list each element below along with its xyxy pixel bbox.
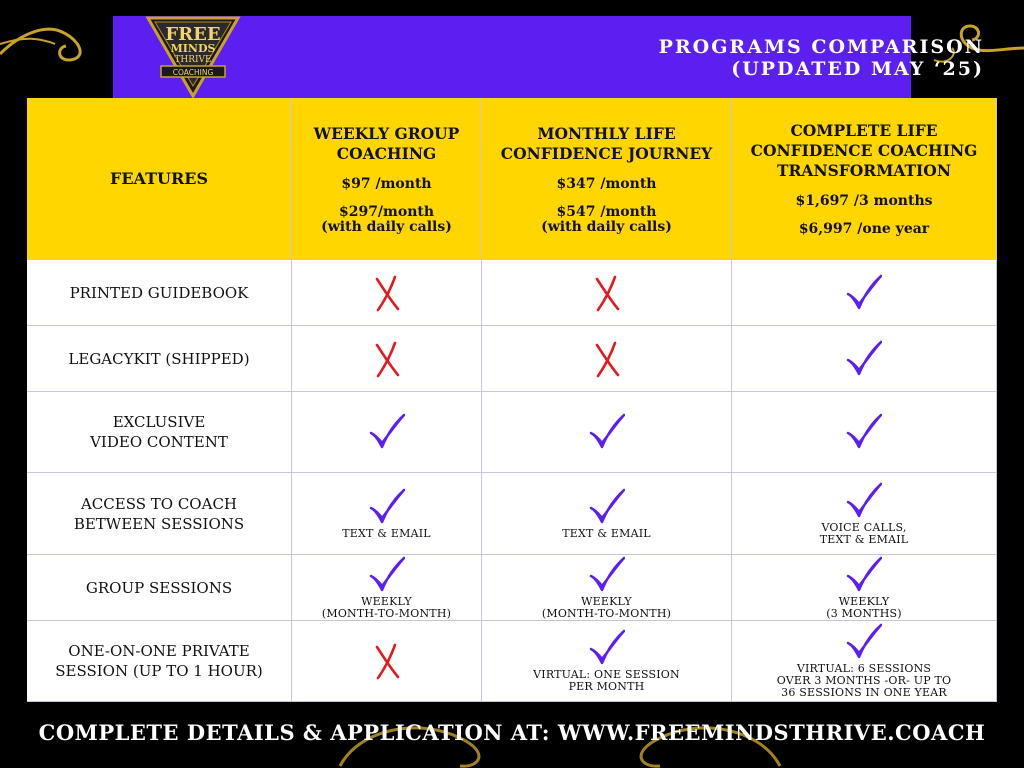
program-title-line: MONTHLY LIFE bbox=[537, 123, 676, 143]
program-price-alt: $6,997 /one year bbox=[798, 220, 930, 237]
feature-cell-row-1 bbox=[27, 260, 292, 326]
feature-label-line: EXCLUSIVE bbox=[112, 413, 206, 431]
feature-value-cell bbox=[482, 473, 732, 555]
feature-value-cell bbox=[482, 326, 732, 392]
feature-value-cell bbox=[482, 392, 732, 473]
feature-value-caption-line: (3 MONTHS) bbox=[826, 606, 902, 620]
feature-label-line: PRINTED GUIDEBOOK bbox=[69, 283, 249, 302]
feature-label bbox=[76, 578, 242, 598]
checkmark-icon bbox=[369, 556, 405, 594]
feature-value-cell bbox=[732, 326, 997, 392]
feature-label bbox=[80, 412, 238, 452]
gold-swirl-ornament-left bbox=[0, 14, 100, 70]
checkmark-icon bbox=[846, 482, 882, 520]
feature-value-cell bbox=[292, 621, 482, 702]
program-price-note: (with daily calls) bbox=[541, 218, 672, 235]
program-title-line: TRANSFORMATION bbox=[777, 160, 951, 180]
checkmark-icon bbox=[589, 629, 625, 667]
program-title-line: WEEKLY GROUP bbox=[313, 123, 460, 143]
cross-icon bbox=[369, 642, 405, 680]
feature-value-caption bbox=[342, 528, 431, 540]
feature-value-cell bbox=[732, 260, 997, 326]
feature-cell-row-2 bbox=[27, 326, 292, 392]
program-price: $97 /month bbox=[341, 175, 432, 192]
program-price-note: (with daily calls) bbox=[321, 218, 452, 235]
program-title-line: COACHING bbox=[336, 143, 437, 163]
program-title-line: CONFIDENCE JOURNEY bbox=[500, 143, 713, 163]
cross-icon bbox=[589, 274, 625, 312]
svg-text:COACHING: COACHING bbox=[172, 68, 214, 77]
feature-value-caption-line: WEEKLY bbox=[838, 594, 890, 608]
feature-label bbox=[64, 494, 254, 534]
feature-value-caption bbox=[533, 669, 680, 693]
feature-value-caption bbox=[777, 663, 952, 699]
feature-value-caption-line: (MONTH-TO-MONTH) bbox=[321, 606, 452, 620]
feature-label-line: ONE-ON-ONE PRIVATE bbox=[68, 642, 250, 660]
feature-cell-row-5 bbox=[27, 555, 292, 621]
brand-logo bbox=[143, 16, 243, 98]
feature-label-line: GROUP SESSIONS bbox=[85, 578, 233, 597]
feature-value-cell bbox=[482, 555, 732, 621]
feature-label-line: BETWEEN SESSIONS bbox=[73, 514, 245, 533]
feature-value-caption bbox=[322, 596, 451, 620]
feature-label bbox=[58, 349, 259, 369]
program-title-line: COMPLETE LIFE bbox=[790, 120, 938, 140]
banner-title: PROGRAMS COMPARISON bbox=[658, 36, 984, 58]
feature-cell-row-6 bbox=[27, 621, 292, 702]
checkmark-icon bbox=[589, 413, 625, 451]
program-header-2 bbox=[482, 98, 732, 260]
program-header-3 bbox=[732, 98, 997, 260]
feature-value-caption-line: TEXT & EMAIL bbox=[562, 526, 651, 540]
feature-value-caption-line: PER MONTH bbox=[568, 680, 645, 693]
feature-value-caption bbox=[542, 596, 671, 620]
feature-value-caption bbox=[820, 522, 909, 546]
program-header-1 bbox=[292, 98, 482, 260]
banner-subtitle: (UPDATED MAY ‘25) bbox=[731, 58, 984, 80]
checkmark-icon bbox=[846, 556, 882, 594]
feature-value-caption-line: WEEKLY bbox=[361, 594, 412, 608]
feature-label bbox=[45, 641, 273, 681]
feature-label-line: LEGACYKIT (SHIPPED) bbox=[68, 349, 250, 368]
feature-value-caption-line: VIRTUAL: 6 SESSIONS bbox=[796, 662, 932, 675]
program-price: $347 /month bbox=[556, 175, 657, 192]
feature-value-caption-line: TEXT & EMAIL bbox=[342, 526, 431, 540]
feature-value-caption-line: (MONTH-TO-MONTH) bbox=[541, 606, 672, 620]
checkmark-icon bbox=[846, 340, 882, 378]
checkmark-icon bbox=[369, 488, 405, 526]
program-title bbox=[501, 124, 713, 164]
svg-text:THRIVE: THRIVE bbox=[174, 55, 212, 65]
feature-value-caption-line: OVER 3 MONTHS -OR- UP TO bbox=[776, 674, 952, 687]
page-title bbox=[659, 36, 984, 80]
checkmark-icon bbox=[846, 623, 882, 661]
feature-value-cell bbox=[292, 555, 482, 621]
footer-url-text: COMPLETE DETAILS & APPLICATION AT: WWW.FREEMINDSTHRIVE.COACH bbox=[38, 720, 986, 745]
feature-label bbox=[60, 283, 259, 303]
features-header-cell bbox=[27, 98, 292, 260]
feature-value-cell bbox=[482, 621, 732, 702]
feature-value-caption-line: TEXT & EMAIL bbox=[819, 532, 909, 546]
feature-label-line: VIDEO CONTENT bbox=[90, 433, 228, 451]
checkmark-icon bbox=[369, 413, 405, 451]
cross-icon bbox=[369, 274, 405, 312]
cross-icon bbox=[589, 340, 625, 378]
feature-value-caption-line: VOICE CALLS, bbox=[821, 520, 907, 534]
feature-value-caption bbox=[562, 528, 651, 540]
cross-icon bbox=[369, 340, 405, 378]
feature-value-cell bbox=[292, 473, 482, 555]
feature-label-line: SESSION (UP TO 1 HOUR) bbox=[55, 662, 263, 680]
svg-text:MINDS: MINDS bbox=[170, 42, 216, 55]
feature-value-cell bbox=[732, 621, 997, 702]
checkmark-icon bbox=[589, 488, 625, 526]
program-price: $1,697 /3 months bbox=[795, 192, 933, 209]
feature-value-cell bbox=[482, 260, 732, 326]
feature-value-cell bbox=[732, 392, 997, 473]
feature-label-line: ACCESS TO COACH bbox=[80, 494, 237, 513]
feature-value-cell bbox=[292, 326, 482, 392]
feature-value-caption-line: 36 SESSIONS IN ONE YEAR bbox=[781, 686, 947, 699]
program-price-alt: $547 /month bbox=[556, 203, 657, 220]
feature-value-caption bbox=[826, 596, 901, 620]
checkmark-icon bbox=[589, 556, 625, 594]
features-header: FEATURES bbox=[110, 169, 208, 188]
feature-value-cell bbox=[732, 473, 997, 555]
feature-value-cell bbox=[732, 555, 997, 621]
comparison-table bbox=[27, 98, 997, 702]
feature-value-cell bbox=[292, 260, 482, 326]
feature-cell-row-3 bbox=[27, 392, 292, 473]
program-price-alt: $297/month bbox=[338, 203, 435, 220]
feature-value-caption-line: WEEKLY bbox=[581, 594, 632, 608]
program-title bbox=[751, 121, 978, 181]
svg-text:FREE: FREE bbox=[165, 24, 221, 45]
feature-cell-row-4 bbox=[27, 473, 292, 555]
checkmark-icon bbox=[846, 274, 882, 312]
feature-value-cell bbox=[292, 392, 482, 473]
feature-value-caption-line: VIRTUAL: ONE SESSION bbox=[533, 668, 680, 681]
checkmark-icon bbox=[846, 413, 882, 451]
program-title-line: CONFIDENCE COACHING bbox=[750, 140, 978, 160]
program-title bbox=[314, 124, 460, 164]
